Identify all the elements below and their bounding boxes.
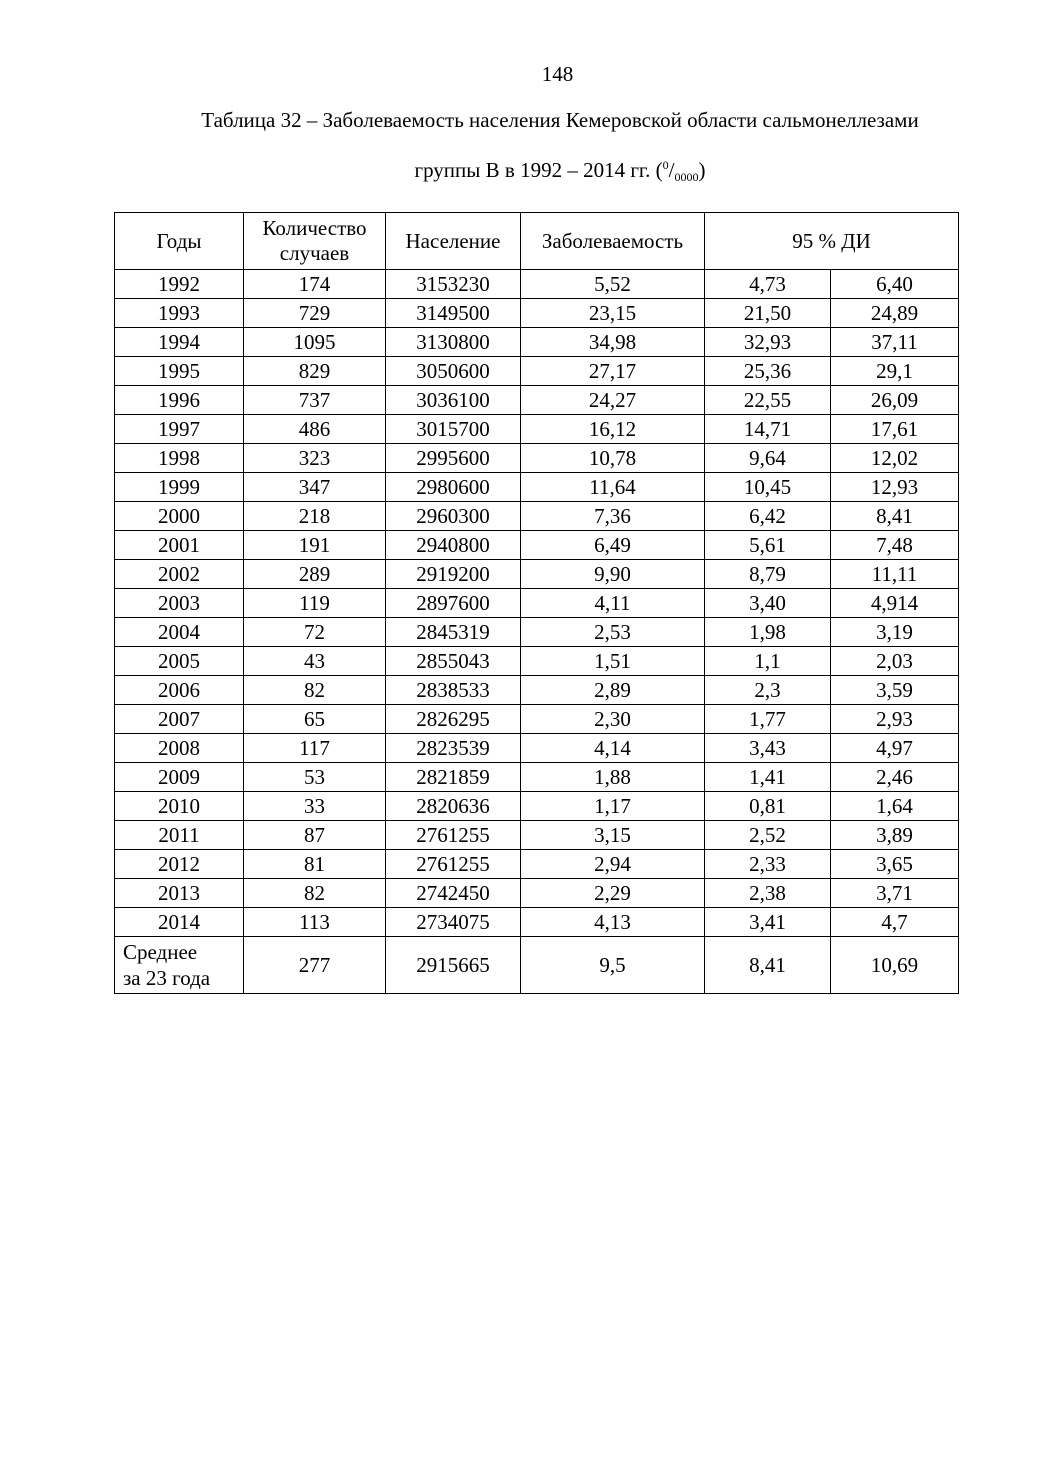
cell-ci-low: 3,41 xyxy=(705,908,831,937)
cell-year: 2013 xyxy=(115,879,244,908)
table-row xyxy=(115,299,959,328)
table-row xyxy=(115,386,959,415)
cell-population: 2742450 xyxy=(386,879,521,908)
cell-population: 2826295 xyxy=(386,705,521,734)
cell-incidence: 2,89 xyxy=(521,676,705,705)
cell-ci-high: 7,48 xyxy=(831,531,959,560)
cell-ci-high: 26,09 xyxy=(831,386,959,415)
cell-year: 2011 xyxy=(115,821,244,850)
cell-incidence: 3,15 xyxy=(521,821,705,850)
table-row xyxy=(115,763,959,792)
table-row xyxy=(115,357,959,386)
cell-year: 2001 xyxy=(115,531,244,560)
cell-ci-high: 4,97 xyxy=(831,734,959,763)
table-row xyxy=(115,473,959,502)
cell-population: 2897600 xyxy=(386,589,521,618)
cell-incidence: 1,17 xyxy=(521,792,705,821)
cell-ci-low: 1,77 xyxy=(705,705,831,734)
cell-cases: 323 xyxy=(244,444,386,473)
incidence-table xyxy=(114,212,959,994)
cell-cases: 113 xyxy=(244,908,386,937)
cell-ci-low: 2,33 xyxy=(705,850,831,879)
table-row xyxy=(115,270,959,299)
cell-ci-high: 37,11 xyxy=(831,328,959,357)
cell-ci-low: 14,71 xyxy=(705,415,831,444)
table-row xyxy=(115,821,959,850)
cell-cases: 486 xyxy=(244,415,386,444)
cell-ci-high: 4,7 xyxy=(831,908,959,937)
caption-line-2-text: группы В в 1992 – 2014 гг. ( xyxy=(414,158,663,182)
table-row xyxy=(115,908,959,937)
cell-cases: 174 xyxy=(244,270,386,299)
summary-incidence: 9,5 xyxy=(521,937,705,994)
cell-cases: 829 xyxy=(244,357,386,386)
cell-ci-high: 3,59 xyxy=(831,676,959,705)
cell-year: 2004 xyxy=(115,618,244,647)
cell-population: 2823539 xyxy=(386,734,521,763)
cell-incidence: 2,53 xyxy=(521,618,705,647)
cell-incidence: 6,49 xyxy=(521,531,705,560)
cell-population: 2855043 xyxy=(386,647,521,676)
cell-ci-low: 2,52 xyxy=(705,821,831,850)
summary-label-line-2: за 23 года xyxy=(123,966,211,990)
cell-population: 3036100 xyxy=(386,386,521,415)
header-cases xyxy=(244,213,386,270)
cell-cases: 87 xyxy=(244,821,386,850)
cell-ci-low: 1,41 xyxy=(705,763,831,792)
cell-ci-high: 2,93 xyxy=(831,705,959,734)
cell-incidence: 34,98 xyxy=(521,328,705,357)
table-row xyxy=(115,705,959,734)
cell-population: 2820636 xyxy=(386,792,521,821)
cell-ci-low: 1,98 xyxy=(705,618,831,647)
cell-ci-low: 0,81 xyxy=(705,792,831,821)
cell-population: 2995600 xyxy=(386,444,521,473)
table-row xyxy=(115,560,959,589)
unit-sub: 0000 xyxy=(674,170,699,184)
cell-year: 2007 xyxy=(115,705,244,734)
summary-label-line-1: Среднее xyxy=(123,940,198,964)
table-row xyxy=(115,792,959,821)
cell-incidence: 27,17 xyxy=(521,357,705,386)
cell-ci-high: 3,71 xyxy=(831,879,959,908)
cell-year: 2010 xyxy=(115,792,244,821)
table-row xyxy=(115,618,959,647)
cell-year: 1995 xyxy=(115,357,244,386)
caption-close-paren: ) xyxy=(698,158,706,182)
cell-year: 1992 xyxy=(115,270,244,299)
header-incidence: Заболеваемость xyxy=(521,213,705,270)
cell-year: 2005 xyxy=(115,647,244,676)
cell-cases: 1095 xyxy=(244,328,386,357)
cell-ci-low: 21,50 xyxy=(705,299,831,328)
cell-ci-high: 6,40 xyxy=(831,270,959,299)
cell-incidence: 5,52 xyxy=(521,270,705,299)
cell-ci-low: 3,40 xyxy=(705,589,831,618)
cell-year: 2008 xyxy=(115,734,244,763)
cell-ci-high: 1,64 xyxy=(831,792,959,821)
cell-ci-high: 17,61 xyxy=(831,415,959,444)
table-row xyxy=(115,328,959,357)
table-row xyxy=(115,879,959,908)
cell-incidence: 16,12 xyxy=(521,415,705,444)
cell-population: 2761255 xyxy=(386,850,521,879)
cell-cases: 43 xyxy=(244,647,386,676)
cell-year: 2012 xyxy=(115,850,244,879)
cell-population: 2919200 xyxy=(386,560,521,589)
table-row xyxy=(115,734,959,763)
summary-ci-high: 10,69 xyxy=(831,937,959,994)
cell-year: 1997 xyxy=(115,415,244,444)
cell-ci-high: 2,03 xyxy=(831,647,959,676)
header-cases-line-2: случаев xyxy=(279,241,350,265)
cell-population: 2980600 xyxy=(386,473,521,502)
cell-ci-high: 3,19 xyxy=(831,618,959,647)
cell-incidence: 2,94 xyxy=(521,850,705,879)
cell-cases: 191 xyxy=(244,531,386,560)
cell-population: 2734075 xyxy=(386,908,521,937)
cell-ci-low: 22,55 xyxy=(705,386,831,415)
unit-sup: 0 xyxy=(662,158,669,172)
cell-population: 3149500 xyxy=(386,299,521,328)
cell-population: 3015700 xyxy=(386,415,521,444)
cell-ci-high: 29,1 xyxy=(831,357,959,386)
cell-cases: 82 xyxy=(244,676,386,705)
cell-ci-low: 4,73 xyxy=(705,270,831,299)
cell-incidence: 4,13 xyxy=(521,908,705,937)
cell-ci-high: 3,89 xyxy=(831,821,959,850)
cell-population: 2960300 xyxy=(386,502,521,531)
cell-incidence: 2,30 xyxy=(521,705,705,734)
cell-incidence: 9,90 xyxy=(521,560,705,589)
cell-ci-low: 32,93 xyxy=(705,328,831,357)
unit-slash: / xyxy=(668,158,675,182)
cell-year: 1999 xyxy=(115,473,244,502)
cell-population: 3130800 xyxy=(386,328,521,357)
header-ci: 95 % ДИ xyxy=(705,213,959,270)
page-number: 148 xyxy=(541,62,574,86)
header-year: Годы xyxy=(115,213,244,270)
cell-ci-low: 1,1 xyxy=(705,647,831,676)
caption-line-1: Таблица 32 – Заболеваемость населения Кемеровской области сальмонеллезами xyxy=(201,108,919,132)
table-row xyxy=(115,531,959,560)
table-row xyxy=(115,502,959,531)
cell-incidence: 10,78 xyxy=(521,444,705,473)
caption-line-2 xyxy=(110,143,1010,200)
summary-population: 2915665 xyxy=(386,937,521,994)
cell-year: 2006 xyxy=(115,676,244,705)
cell-population: 3050600 xyxy=(386,357,521,386)
cell-ci-low: 2,38 xyxy=(705,879,831,908)
table-row xyxy=(115,589,959,618)
table-row xyxy=(115,850,959,879)
cell-population: 2821859 xyxy=(386,763,521,792)
cell-cases: 289 xyxy=(244,560,386,589)
cell-ci-high: 11,11 xyxy=(831,560,959,589)
cell-population: 2940800 xyxy=(386,531,521,560)
cell-cases: 53 xyxy=(244,763,386,792)
cell-ci-low: 10,45 xyxy=(705,473,831,502)
cell-cases: 117 xyxy=(244,734,386,763)
cell-ci-low: 25,36 xyxy=(705,357,831,386)
summary-ci-low: 8,41 xyxy=(705,937,831,994)
cell-incidence: 11,64 xyxy=(521,473,705,502)
cell-year: 1998 xyxy=(115,444,244,473)
cell-cases: 737 xyxy=(244,386,386,415)
cell-ci-low: 3,43 xyxy=(705,734,831,763)
cell-cases: 72 xyxy=(244,618,386,647)
table-body xyxy=(115,270,959,937)
cell-incidence: 1,88 xyxy=(521,763,705,792)
cell-year: 2003 xyxy=(115,589,244,618)
cell-incidence: 4,14 xyxy=(521,734,705,763)
caption-unit xyxy=(663,158,699,182)
summary-row xyxy=(115,937,959,994)
cell-cases: 65 xyxy=(244,705,386,734)
cell-ci-high: 12,93 xyxy=(831,473,959,502)
cell-cases: 218 xyxy=(244,502,386,531)
cell-incidence: 1,51 xyxy=(521,647,705,676)
cell-ci-low: 6,42 xyxy=(705,502,831,531)
cell-population: 2761255 xyxy=(386,821,521,850)
cell-year: 1996 xyxy=(115,386,244,415)
cell-ci-low: 5,61 xyxy=(705,531,831,560)
cell-year: 2000 xyxy=(115,502,244,531)
cell-incidence: 7,36 xyxy=(521,502,705,531)
cell-ci-high: 24,89 xyxy=(831,299,959,328)
cell-population: 2838533 xyxy=(386,676,521,705)
table-header xyxy=(115,213,959,270)
cell-ci-low: 8,79 xyxy=(705,560,831,589)
cell-year: 2014 xyxy=(115,908,244,937)
cell-ci-high: 2,46 xyxy=(831,763,959,792)
table-caption xyxy=(110,98,1010,200)
cell-cases: 81 xyxy=(244,850,386,879)
table-summary xyxy=(115,937,959,994)
cell-ci-low: 9,64 xyxy=(705,444,831,473)
cell-ci-high: 4,914 xyxy=(831,589,959,618)
summary-label xyxy=(115,937,244,994)
cell-cases: 347 xyxy=(244,473,386,502)
cell-population: 3153230 xyxy=(386,270,521,299)
table-row xyxy=(115,676,959,705)
header-row xyxy=(115,213,959,270)
cell-incidence: 2,29 xyxy=(521,879,705,908)
cell-year: 2009 xyxy=(115,763,244,792)
table-row xyxy=(115,415,959,444)
cell-year: 2002 xyxy=(115,560,244,589)
cell-ci-low: 2,3 xyxy=(705,676,831,705)
cell-ci-high: 12,02 xyxy=(831,444,959,473)
header-cases-line-1: Количество xyxy=(262,216,367,240)
cell-ci-high: 3,65 xyxy=(831,850,959,879)
table-row xyxy=(115,647,959,676)
cell-cases: 82 xyxy=(244,879,386,908)
cell-incidence: 24,27 xyxy=(521,386,705,415)
cell-incidence: 4,11 xyxy=(521,589,705,618)
summary-cases: 277 xyxy=(244,937,386,994)
cell-population: 2845319 xyxy=(386,618,521,647)
cell-incidence: 23,15 xyxy=(521,299,705,328)
cell-ci-high: 8,41 xyxy=(831,502,959,531)
cell-cases: 729 xyxy=(244,299,386,328)
cell-cases: 119 xyxy=(244,589,386,618)
cell-cases: 33 xyxy=(244,792,386,821)
cell-year: 1993 xyxy=(115,299,244,328)
header-population: Население xyxy=(386,213,521,270)
cell-year: 1994 xyxy=(115,328,244,357)
table-row xyxy=(115,444,959,473)
